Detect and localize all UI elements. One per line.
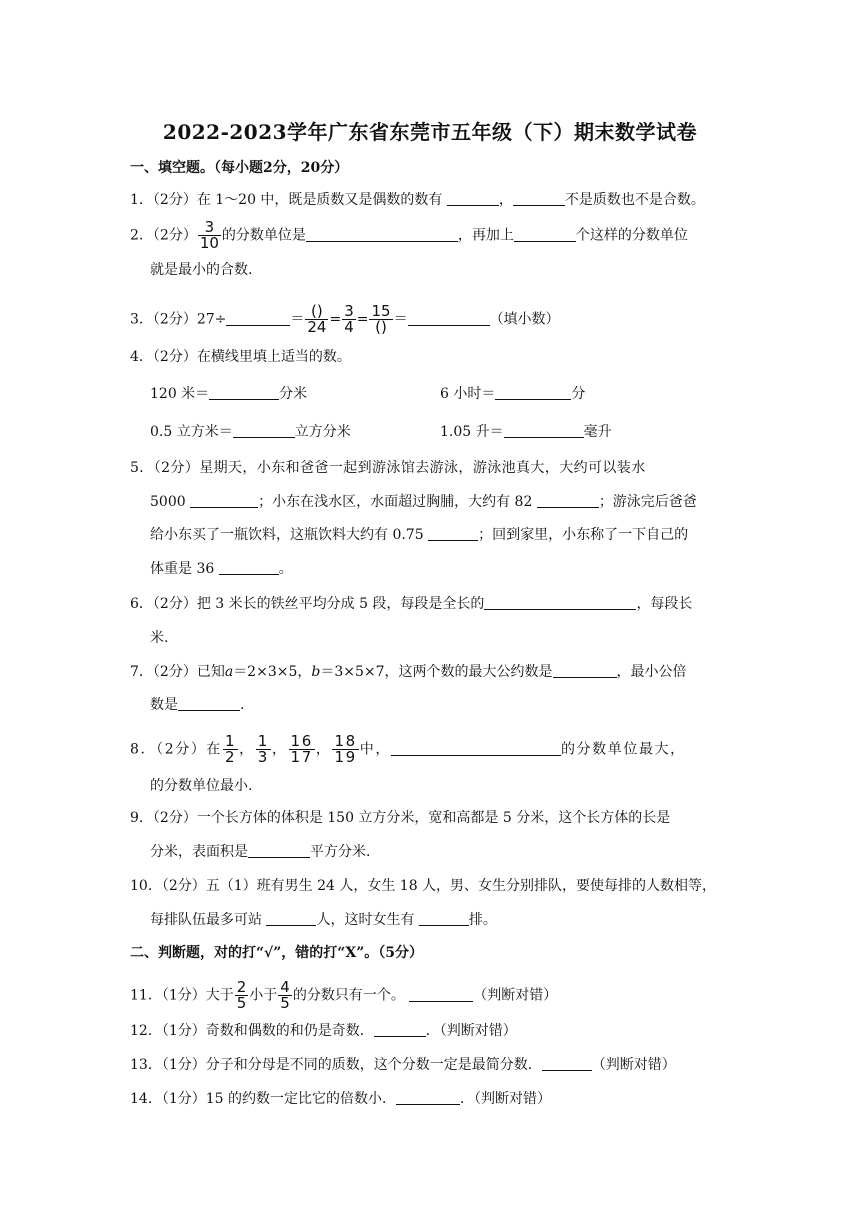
answer-blank[interactable]: [514, 226, 576, 242]
fraction: $\frac{3}{4}$: [344, 302, 354, 336]
question-14: 14．（1分）15 的约数一定比它的倍数小． ．（判断对错）: [130, 1091, 551, 1107]
section-fill-in-heading: 一、填空题。（每小题2分，20分）: [130, 160, 349, 176]
answer-blank[interactable]: [374, 1021, 426, 1037]
question-6: 6．（2分）把 3 米长的铁丝平均分成 5 段，每段是全长的 ，每段长: [130, 596, 693, 612]
fraction: $\frac{()}{24}$: [307, 302, 327, 336]
answer-blank[interactable]: [248, 842, 310, 858]
section-true-false-heading: 二、判断题，对的打“√”，错的打“X”。（5分）: [130, 945, 424, 961]
answer-blank[interactable]: [409, 986, 473, 1002]
fraction: $\frac{15}{()}$: [371, 302, 391, 336]
question-12: 12．（1分）奇数和偶数的和仍是奇数． ．（判断对错）: [130, 1023, 517, 1039]
question-8: 8．（2分）在 $\frac{1}{2}$ ， $\frac{1}{3}$ ， $\frac{16}{17}$ ， $\frac{18}{19}$ 中， 的分数单位最大，: [130, 732, 686, 766]
answer-blank[interactable]: [233, 422, 295, 438]
question-5: 5．（2分）星期天，小东和爸爸一起到游泳馆去游泳，游泳池真大，大约可以装水: [130, 460, 646, 476]
answer-blank[interactable]: [396, 1089, 460, 1105]
question-6-cont: 米.: [150, 630, 169, 646]
answer-blank[interactable]: [504, 422, 584, 438]
fraction: $\frac{3}{10}$: [199, 218, 219, 252]
fraction: $\frac{1}{2}$: [225, 732, 237, 766]
answer-blank[interactable]: [428, 525, 478, 541]
fraction: $\frac{16}{17}$: [290, 732, 313, 766]
answer-blank[interactable]: [513, 190, 565, 206]
answer-blank[interactable]: [419, 910, 469, 926]
answer-blank[interactable]: [484, 594, 636, 610]
question-11: 11．（1分）大于 $\frac{2}{5}$ 小于 $\frac{4}{5}$ 的分数只有一个。 （判断对错）: [130, 978, 558, 1012]
question-5-line-3: 给小东买了一瓶饮料，这瓶饮料大约有 0.75 ；回到家里，小东称了一下自己的: [150, 527, 689, 543]
fraction: $\frac{4}{5}$: [280, 978, 290, 1012]
answer-blank[interactable]: [178, 695, 240, 711]
answer-blank[interactable]: [190, 492, 258, 508]
question-3: 3．（2分）27÷ ＝ $\frac{()}{24}$ = $\frac{3}{4}$ = $\frac{15}{()}$ ＝ （填小数）: [130, 302, 560, 336]
answer-blank[interactable]: [219, 559, 279, 575]
question-2-cont: 就是最小的合数.: [150, 262, 253, 278]
answer-blank[interactable]: [391, 740, 561, 756]
fraction: $\frac{2}{5}$: [236, 978, 247, 1012]
question-10-cont: 每排队伍最多可站 人，这时女生有 排。: [150, 912, 497, 928]
question-4-row-2: 0.5 立方米＝ 立方分米 1.05 升＝ 毫升: [150, 424, 612, 440]
answer-blank[interactable]: [447, 190, 499, 206]
question-7-cont: 数是 .: [150, 697, 245, 713]
question-13: 13．（1分）分子和分母是不同的质数，这个分数一定是最简分数． （判断对错）: [130, 1057, 676, 1073]
question-9-cont: 分米，表面积是 平方分米.: [150, 844, 371, 860]
question-9: 9．（2分）一个长方体的体积是 150 立方分米，宽和高都是 5 分米，这个长方体的长是: [130, 810, 671, 826]
answer-blank[interactable]: [226, 310, 290, 326]
question-5-line-4: 体重是 36 。: [150, 561, 293, 577]
question-10: 10．（2分）五（1）班有男生 24 人，女生 18 人，男、女生分别排队，要使每排的人数相等，: [130, 878, 717, 894]
answer-blank[interactable]: [495, 384, 571, 400]
answer-blank[interactable]: [542, 1055, 592, 1071]
answer-blank[interactable]: [209, 384, 279, 400]
question-2: 2．（2分） $\frac{3}{10}$ 的分数单位是 ，再加上 个这样的分数单位: [130, 218, 688, 252]
question-5-line-2: 5000 ；小东在浅水区，水面超过胸脯，大约有 82 ；游泳完后爸爸: [150, 494, 697, 510]
answer-blank[interactable]: [553, 662, 617, 678]
question-4: 4．（2分）在横线里填上适当的数。: [130, 349, 351, 365]
exam-title: 2022-2023学年广东省东莞市五年级（下）期末数学试卷: [162, 120, 698, 144]
answer-blank[interactable]: [408, 310, 490, 326]
fraction: $\frac{1}{3}$: [257, 732, 269, 766]
question-1: 1．（2分）在 1～20 中，既是质数又是偶数的数有 ， 不是质数也不是合数。: [130, 192, 705, 208]
question-4-row-1: 120 米＝ 分米 6 小时＝ 分: [150, 386, 586, 402]
answer-blank[interactable]: [266, 910, 316, 926]
answer-blank[interactable]: [306, 226, 458, 242]
question-7: 7．（2分）已知a＝2×3×5，b＝3×5×7，这两个数的最大公约数是 ，最小公倍: [130, 664, 687, 680]
question-8-cont: 的分数单位最小.: [150, 778, 253, 794]
answer-blank[interactable]: [537, 492, 599, 508]
fraction: $\frac{18}{19}$: [334, 732, 357, 766]
